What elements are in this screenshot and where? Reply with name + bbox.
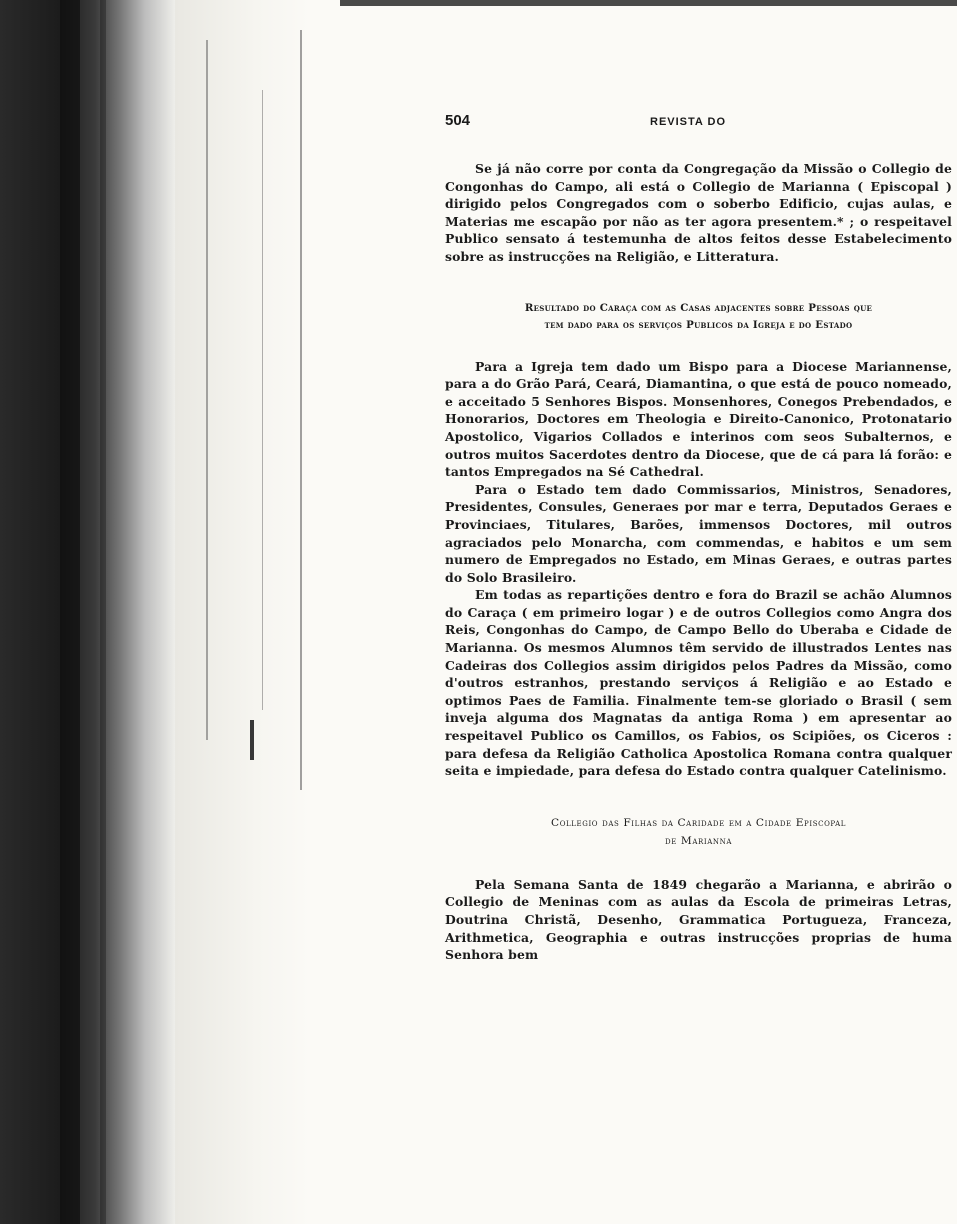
body-paragraph: Pela Semana Santa de 1849 chegarão a Marianna, e abrirão o Collegio de Meninas com as aulas da Escola de primeiras Letras, Doutrina Christã, Desenho, Grammatica Portugueza, Franceza, Arithmetica, Geographia e outras instrucções proprias de huma Senhora bem <box>445 876 952 963</box>
section-title-line: tem dado para os serviços Publicos da Igreja e do Estado <box>544 318 853 331</box>
running-head: REVISTA DO <box>650 116 727 128</box>
body-paragraph: Em todas as repartições dentro e fora do Brazil se achão Alumnos do Caraça ( em primeiro logar ) e de outros Collegios como Angra dos Reis, Congonhas do Campo, de Campo Bello do Uberaba e Cidade de Marianna. Os mesmos Alumnos têm servido de illustrados Lentes nas Cadeiras dos Collegios assim dirigidos pelos Padres da Missão, como d'outros estranhos, prestando serviços á Religião e ao Estado e optimos Paes de Familia. Finalmente tem-se gloriado o Brasil ( sem inveja alguma dos Magnatas da antiga Roma ) em apresentar ao respeitavel Publico os Camillos, os Fabios, os Scipiões, os Ciceros : para defesa da Religião Catholica Apostolica Romana contra qualquer seita e impiedade, para defesa do Estado contra qualquer Catelinismo. <box>445 587 952 779</box>
page-fold-line <box>206 40 208 740</box>
section-title-line: de Marianna <box>665 834 732 847</box>
section-title-line: Collegio das Filhas da Caridade em a Cidade Episcopal <box>551 816 846 829</box>
body-paragraph: Para o Estado tem dado Commissarios, Ministros, Senadores, Presidentes, Consules, Generaes por mar e terra, Deputados Geraes e Provinciaes, Titulares, Barões, immensos Doctores, mil outros agraciados pelo Monarcha, com commendas, e habitos e um sem numero de Empregados no Estado, em Minas Geraes, e outras partes do Solo Brasileiro. <box>445 481 952 585</box>
facing-page-edge <box>175 0 310 1224</box>
top-scan-border <box>340 0 957 6</box>
intro-paragraph: Se já não corre por conta da Congregação da Missão o Collegio de Congonhas do Campo, ali está o Collegio de Marianna ( Episcopal ) dirigido pelos Congregados com o soberbo Edificio, cujas aulas, e Materias me escapão por não as ter agora presentem.* ; o respeitavel Publico sensato á testemunha de altos feitos desse Estabelecimento sobre as instrucções na Religião, e Litteratura. <box>445 161 952 264</box>
binding-shadow <box>100 0 106 1224</box>
page-number: 504 <box>445 112 471 129</box>
page-fold-line <box>300 30 302 790</box>
page-fold-line <box>262 90 263 710</box>
page-content <box>445 112 952 964</box>
body-paragraph: Para a Igreja tem dado um Bispo para a Diocese Mariannense, para a do Grão Pará, Ceará, Diamantina, o que está de pouco nomeado, e acceitado 5 Senhores Bispos. Monsenhores, Conegos Prebendados, e Honorarios, Doctores em Theologia e Direito-Canonico, Protonatario Apostolico, Vigarios Collados e interinos com seos Subalternos, e outros muitos Sacerdotes dentro da Diocese, que de cá para lá forão: e tantos Empregados na Sé Cathedral. <box>445 358 952 480</box>
binding-shadow <box>60 0 80 1224</box>
book-binding-edge <box>0 0 175 1224</box>
page-header <box>445 112 952 136</box>
page-fold-mark <box>250 720 254 760</box>
section-title-line: Resultado do Caraça com as Casas adjacentes sobre Pessoas que <box>524 301 873 314</box>
